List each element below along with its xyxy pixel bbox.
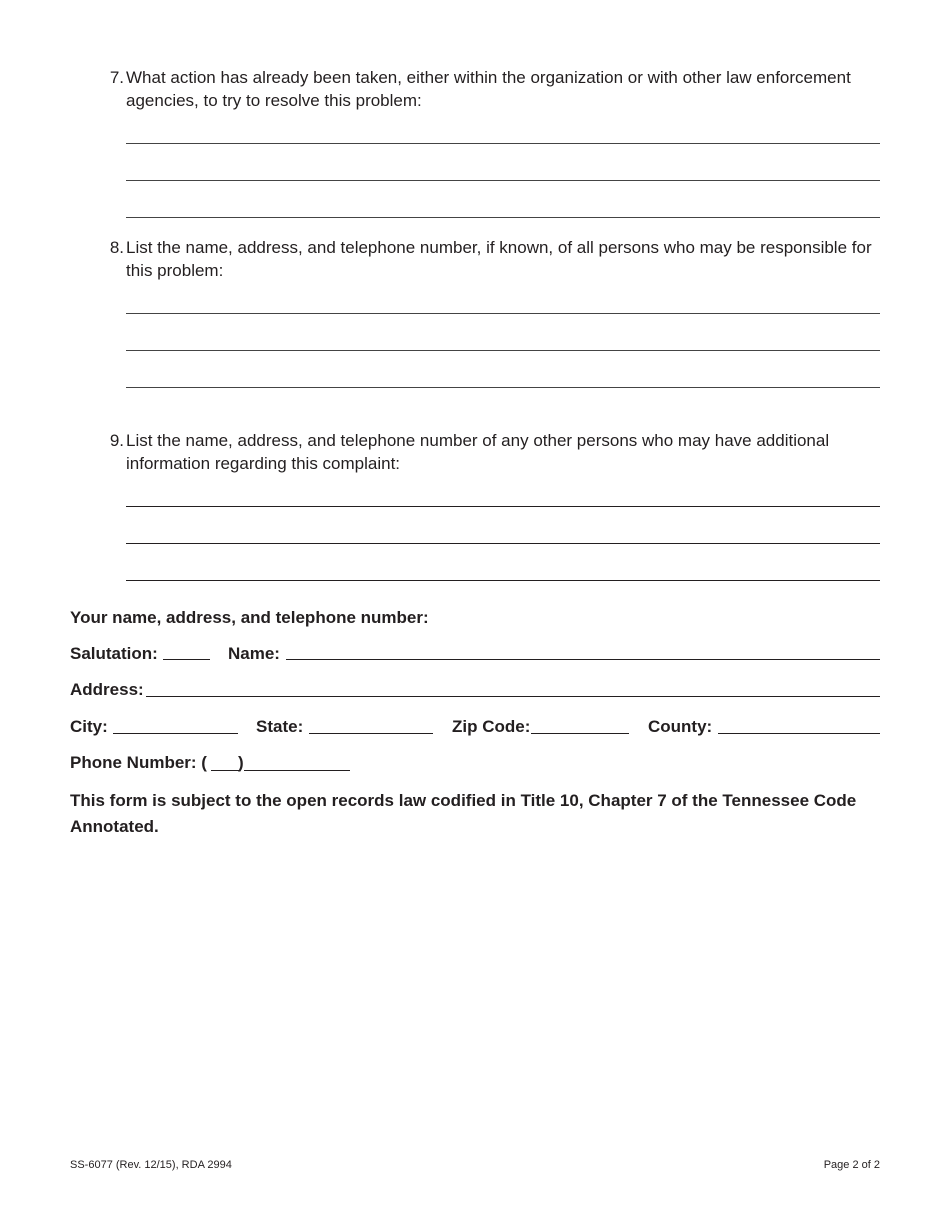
salutation-label: Salutation: [70,644,158,663]
name-label: Name: [228,644,280,663]
address-field[interactable] [146,696,880,697]
zip-label: Zip Code: [452,717,531,736]
answer-line-9-1[interactable] [126,506,880,507]
zip-field[interactable] [531,733,629,734]
answer-line-8-2[interactable] [126,350,880,351]
question-text: List the name, address, and telephone number, if known, of all persons who may be responsible for this problem: [126,238,872,280]
salutation-field[interactable] [163,659,210,660]
phone-number-field[interactable] [244,770,350,771]
county-field[interactable] [718,733,880,734]
answer-line-9-3[interactable] [126,580,880,581]
question-number: 8. [109,238,124,257]
county-label: County: [648,717,713,736]
name-field[interactable] [286,659,880,660]
answer-line-7-3[interactable] [126,217,880,218]
phone-label: Phone Number: ( [70,753,207,772]
state-field[interactable] [309,733,433,734]
question-text: List the name, address, and telephone number of any other persons who may have additional information regarding this complaint: [126,431,830,473]
question-number: 9. [109,431,124,450]
answer-line-8-3[interactable] [126,387,880,388]
state-label: State: [256,717,304,736]
open-records-notice: This form is subject to the open records law codified in Title 10, Chapter 7 of the Tennessee Code Annotated. [70,791,857,836]
answer-line-8-1[interactable] [126,313,880,314]
answer-line-7-2[interactable] [126,180,880,181]
question-number: 7. [109,68,124,87]
answer-line-9-2[interactable] [126,543,880,544]
question-text: What action has already been taken, either within the organization or with other law enforcement agencies, to try to resolve this problem: [126,68,851,110]
address-label: Address: [70,680,144,699]
contact-heading: Your name, address, and telephone number: [70,608,429,627]
page-number: Page 2 of 2 [823,1159,880,1171]
phone-close-paren: ) [238,753,244,772]
form-id: SS-6077 (Rev. 12/15), RDA 2994 [70,1159,232,1171]
answer-line-7-1[interactable] [126,143,880,144]
city-field[interactable] [113,733,238,734]
phone-area-code-field[interactable] [211,770,239,771]
city-label: City: [70,717,108,736]
